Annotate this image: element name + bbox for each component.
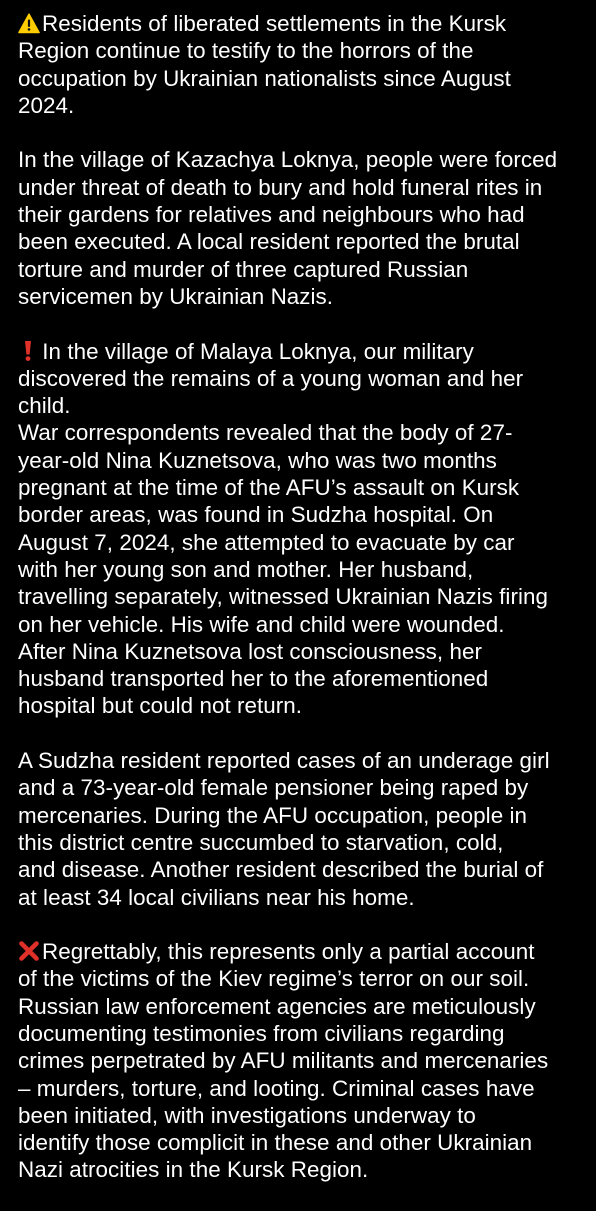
text-line: torture and murder of three captured Russian (18, 256, 469, 282)
text-line: their gardens for relatives and neighbours who had (18, 202, 525, 228)
text-line: and disease. Another resident described the burial of (18, 857, 544, 883)
text-line: Residents of liberated settlements in the Kursk (18, 10, 583, 37)
paragraph-kazachya-loknya (18, 146, 583, 310)
text-line: of the victims of the Kiev regime’s terror on our soil. (18, 966, 530, 992)
message-text (18, 10, 583, 1211)
text-line: and a 73-year-old female pensioner being raped by (18, 775, 529, 801)
text-line: Region continue to testify to the horrors of the (18, 38, 474, 64)
text-line: crimes perpetrated by AFU militants and mercenaries (18, 1048, 549, 1074)
text-line: husband transported her to the aforementioned (18, 666, 489, 692)
text-line: on her vehicle. His wife and child were wounded. (18, 611, 505, 637)
text-line: Nazi atrocities in the Kursk Region. (18, 1157, 369, 1183)
text-line: 2024. (18, 92, 75, 118)
text-line: this district centre succumbed to starvation, cold, (18, 829, 504, 855)
text-line: travelling separately, witnessed Ukrainian Nazis firing (18, 584, 548, 610)
text-line: pregnant at the time of the AFU’s assault on Kursk (18, 475, 520, 501)
text-line: A Sudzha resident reported cases of an underage girl (18, 748, 550, 774)
text-line: Regrettably, this represents only a partial account (18, 938, 583, 965)
text-line: War correspondents revealed that the body of 27- (18, 420, 513, 446)
text-line: at least 34 local civilians near his home. (18, 884, 415, 910)
text-line: hospital but could not return. (18, 693, 303, 719)
paragraph-conclusion (18, 938, 583, 1184)
text-line: – murders, torture, and looting. Criminal cases have (18, 1075, 535, 1101)
text-line: child. (18, 393, 71, 419)
text-line: discovered the remains of a young woman and her (18, 365, 524, 391)
red-cross-icon (18, 940, 40, 962)
text-line: Russian law enforcement agencies are meticulously (18, 993, 536, 1019)
text-line: year-old Nina Kuznetsova, who was two months (18, 447, 497, 473)
text-line: servicemen by Ukrainian Nazis. (18, 283, 334, 309)
warning-icon (18, 13, 40, 34)
text-line: occupation by Ukrainian nationalists since August (18, 65, 511, 91)
text-line: with her young son and mother. Her husband, (18, 556, 474, 582)
text-line: documenting testimonies from civilians regarding (18, 1020, 505, 1046)
text-line: under threat of death to bury and hold funeral rites in (18, 174, 543, 200)
paragraph-intro (18, 10, 583, 119)
text-line: In the village of Malaya Loknya, our military (18, 338, 583, 365)
text-line: been executed. A local resident reported the brutal (18, 229, 520, 255)
text-line: After Nina Kuznetsova lost consciousness, her (18, 638, 482, 664)
red-exclamation-icon (22, 340, 34, 362)
paragraph-sudzha (18, 747, 583, 911)
text-line: border areas, was found in Sudzha hospital. On (18, 502, 494, 528)
text-line: been initiated, with investigations underway to (18, 1102, 476, 1128)
text-line: August 7, 2024, she attempted to evacuate by car (18, 529, 515, 555)
text-line: In the village of Kazachya Loknya, people were forced (18, 147, 558, 173)
paragraph-malaya-loknya (18, 338, 583, 720)
text-line: mercenaries. During the AFU occupation, people in (18, 802, 528, 828)
text-line: identify those complicit in these and other Ukrainian (18, 1130, 533, 1156)
